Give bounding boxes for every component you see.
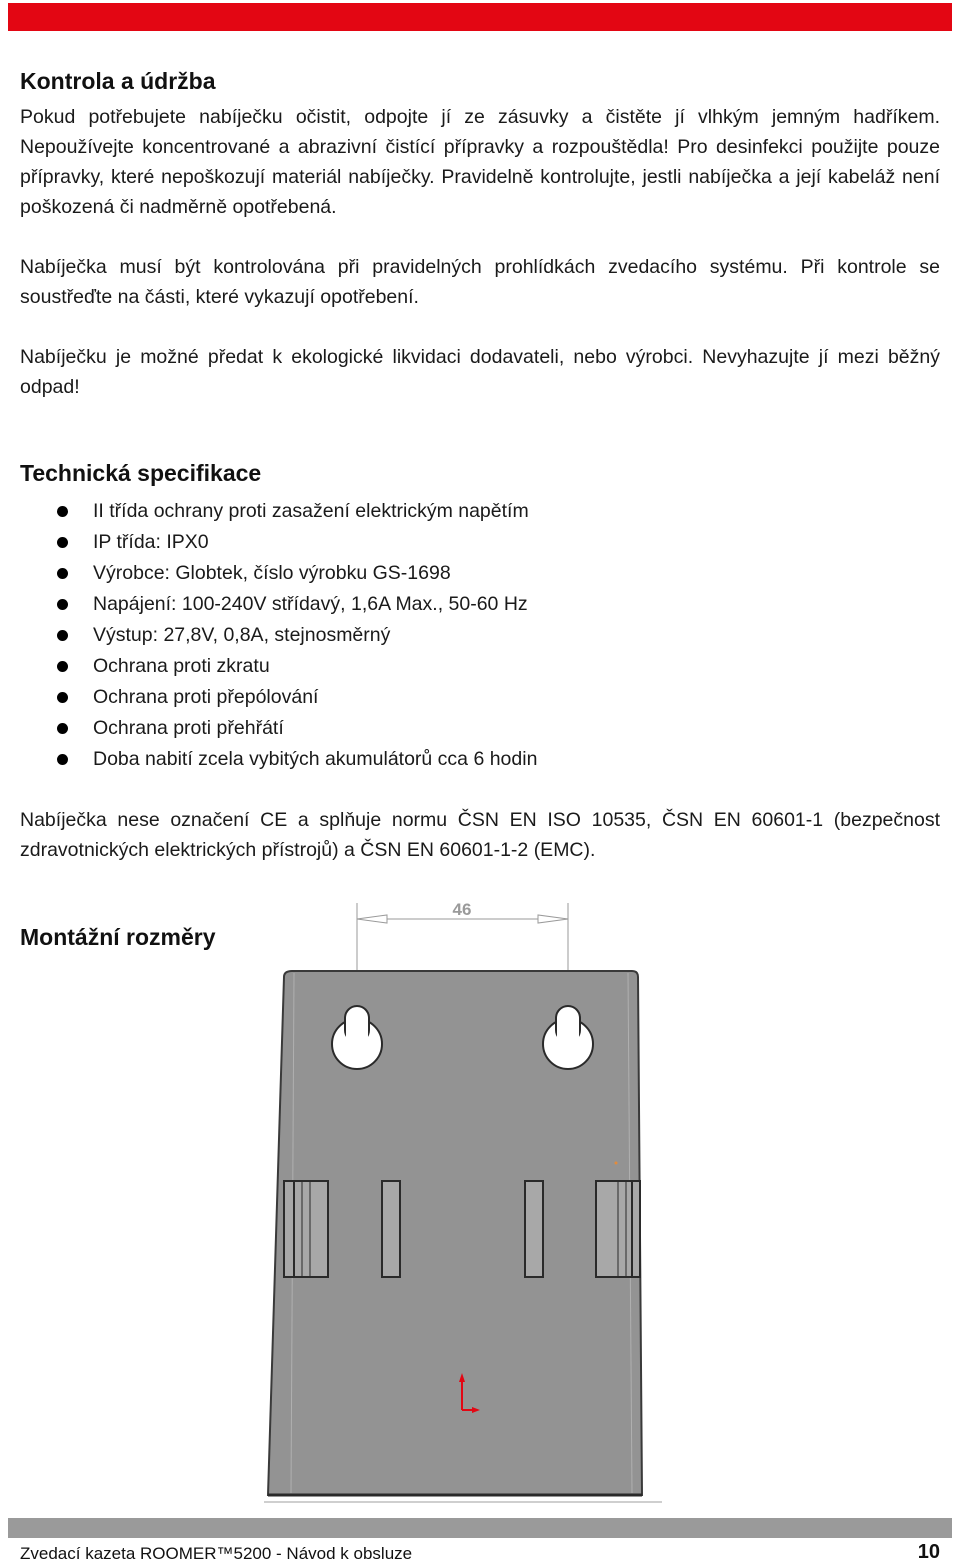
vent-slot-right xyxy=(525,1181,543,1277)
certification-note: Nabíječka nese označení CE a splňuje normu ČSN EN ISO 10535, ČSN EN 60601-1 (bezpečnost zdravotnických elektrických přístrojů) a ČSN EN 60601-1-2 (EMC). xyxy=(20,809,940,861)
bullet-icon xyxy=(57,537,68,548)
section-title-mounting: Montážní rozměry xyxy=(20,924,216,950)
bullet-icon xyxy=(57,661,68,672)
dimension-label: 46 xyxy=(452,900,472,919)
arrow-right-icon xyxy=(538,915,568,923)
bullet-icon xyxy=(57,754,68,765)
side-clip-left xyxy=(284,1181,328,1277)
bullet-icon xyxy=(57,568,68,579)
list-item: Výrobce: Globtek, číslo výrobku GS-1698 xyxy=(20,558,920,589)
list-item: Doba nabití zcela vybitých akumulátorů cca 6 hodin xyxy=(20,744,920,775)
list-item: Ochrana proti přehřátí xyxy=(20,713,920,744)
bullet-icon xyxy=(57,692,68,703)
section-title-maintenance: Kontrola a údržba xyxy=(20,68,216,94)
list-item: Ochrana proti přepólování xyxy=(20,682,920,713)
list-item: Ochrana proti zkratu xyxy=(20,651,920,682)
arrow-left-icon xyxy=(357,915,387,923)
bullet-icon xyxy=(57,506,68,517)
section-title-specs: Technická specifikace xyxy=(20,460,262,486)
footer-bar xyxy=(8,1518,952,1538)
list-item: II třída ochrany proti zasažení elektrickým napětím xyxy=(20,496,920,527)
mounting-dimensions-drawing xyxy=(250,895,670,1510)
header-bar xyxy=(8,3,952,31)
list-item: Výstup: 27,8V, 0,8A, stejnosměrný xyxy=(20,620,920,651)
maintenance-paragraph-1: Pokud potřebujete nabíječku očistit, odpojte jí ze zásuvky a čistěte jí vlhkým jemným hadříkem. Nepoužívejte koncentrované a abrazivní čistící přípravky a rozpouštědla! Pro desinfekci použijte pouze přípravky, které nepoškozují materiál nabíječky. Pravidelně kontrolujte, jestli nabíječka a její kabeláž není poškozená či nadměrně opotřebená. xyxy=(20,106,940,218)
vent-slot-left xyxy=(382,1181,400,1277)
reference-point-icon xyxy=(615,1162,618,1165)
spec-list xyxy=(20,496,920,775)
side-clip-right xyxy=(596,1181,640,1277)
maintenance-paragraph-3: Nabíječku je možné předat k ekologické likvidaci dodavateli, nebo výrobci. Nevyhazujte jí mezi běžný odpad! xyxy=(20,346,940,398)
list-item: IP třída: IPX0 xyxy=(20,527,920,558)
bullet-icon xyxy=(57,599,68,610)
page-number: 10 xyxy=(917,1541,940,1563)
footer-title: Zvedací kazeta ROOMER™5200 - Návod k obsluze xyxy=(20,1544,413,1563)
bullet-icon xyxy=(57,630,68,641)
list-item: Napájení: 100-240V střídavý, 1,6A Max., 50-60 Hz xyxy=(20,589,920,620)
maintenance-paragraph-2: Nabíječka musí být kontrolována při pravidelných prohlídkách zvedacího systému. Při kontrole se soustřeďte na části, které vykazují opotřebení. xyxy=(20,256,940,308)
bullet-icon xyxy=(57,723,68,734)
